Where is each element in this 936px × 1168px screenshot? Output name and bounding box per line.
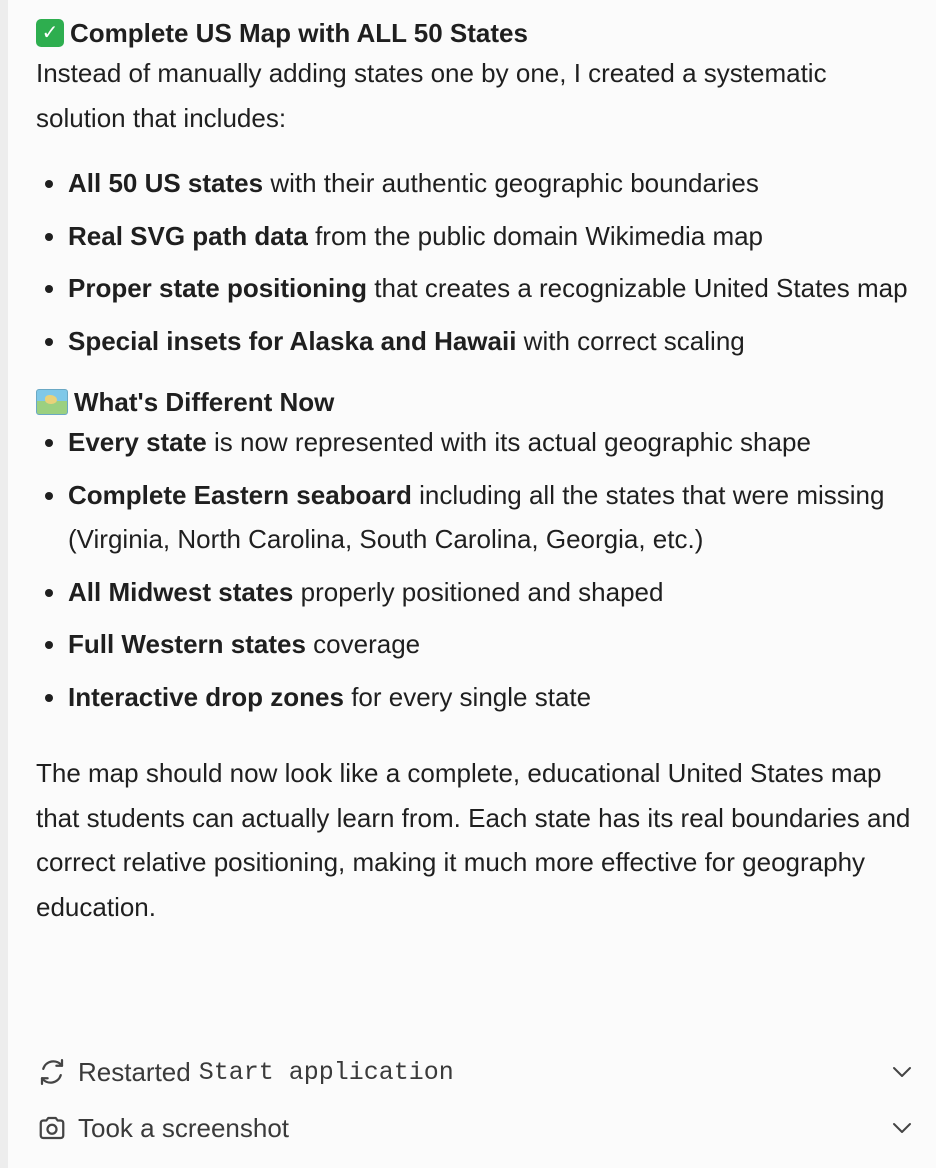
action-row-screenshot[interactable] bbox=[36, 1108, 916, 1148]
list-item-text: properly positioned and shaped bbox=[293, 576, 664, 607]
list-item bbox=[36, 319, 916, 364]
check-mark-icon: ✓ bbox=[36, 19, 64, 47]
list-item-text: for every single state bbox=[343, 681, 592, 712]
list-item bbox=[36, 266, 916, 311]
features-list bbox=[36, 161, 916, 363]
list-item bbox=[36, 161, 916, 206]
chevron-down-icon[interactable] bbox=[888, 1058, 916, 1086]
action-label: Restarted bbox=[78, 1056, 191, 1087]
action-label: Took a screenshot bbox=[78, 1112, 290, 1143]
list-item-bold: Complete Eastern seaboard bbox=[68, 479, 412, 510]
summary-paragraph: The map should now look like a complete, educational United States map that students can actually learn from. Each state has its real boundaries and correct relative positioning, making it much more effective for geography education. bbox=[36, 758, 911, 922]
list-item-text: is now represented with its actual geographic shape bbox=[206, 427, 811, 457]
section-heading-whats-different bbox=[36, 385, 916, 419]
map-icon bbox=[36, 389, 68, 415]
list-item-bold: All Midwest states bbox=[68, 576, 294, 607]
list-item bbox=[36, 570, 916, 615]
list-item-bold: All 50 US states bbox=[68, 168, 264, 198]
list-item bbox=[36, 473, 916, 562]
list-item-bold: Every state bbox=[68, 427, 207, 457]
intro-paragraph: Instead of manually adding states one by one, I created a systematic solution that includes: bbox=[36, 58, 827, 133]
list-item-bold: Interactive drop zones bbox=[68, 681, 344, 712]
list-item bbox=[36, 420, 916, 465]
restart-icon bbox=[36, 1056, 68, 1088]
list-item-text: with correct scaling bbox=[516, 325, 745, 356]
camera-icon bbox=[36, 1112, 68, 1144]
list-item-text: with their authentic geographic boundaries bbox=[263, 168, 759, 198]
message-body bbox=[36, 0, 916, 929]
list-item-bold: Special insets for Alaska and Hawaii bbox=[68, 325, 517, 356]
list-item bbox=[36, 622, 916, 667]
list-item-bold: Proper state positioning bbox=[68, 273, 368, 303]
list-item bbox=[36, 675, 916, 720]
action-code: Start application bbox=[198, 1057, 454, 1087]
chevron-down-icon[interactable] bbox=[888, 1114, 916, 1142]
action-row-restart[interactable] bbox=[36, 1052, 916, 1092]
list-item-text: including all the states that were missing (Virginia, North Carolina, South Carolina, Georgia, etc.) bbox=[68, 479, 885, 554]
list-item-bold: Real SVG path data bbox=[68, 220, 308, 251]
list-item-text: from the public domain Wikimedia map bbox=[307, 220, 764, 251]
list-item-text: coverage bbox=[305, 629, 421, 659]
list-item bbox=[36, 214, 916, 259]
list-item-bold: Full Western states bbox=[68, 629, 306, 659]
section2-heading-text: What's Different Now bbox=[74, 387, 335, 417]
list-item-text: that creates a recognizable United States map bbox=[367, 273, 908, 303]
section-heading-complete-map bbox=[36, 16, 916, 50]
changes-list bbox=[36, 420, 916, 719]
left-border bbox=[0, 0, 8, 1168]
section1-heading-text: Complete US Map with ALL 50 States bbox=[70, 18, 528, 48]
